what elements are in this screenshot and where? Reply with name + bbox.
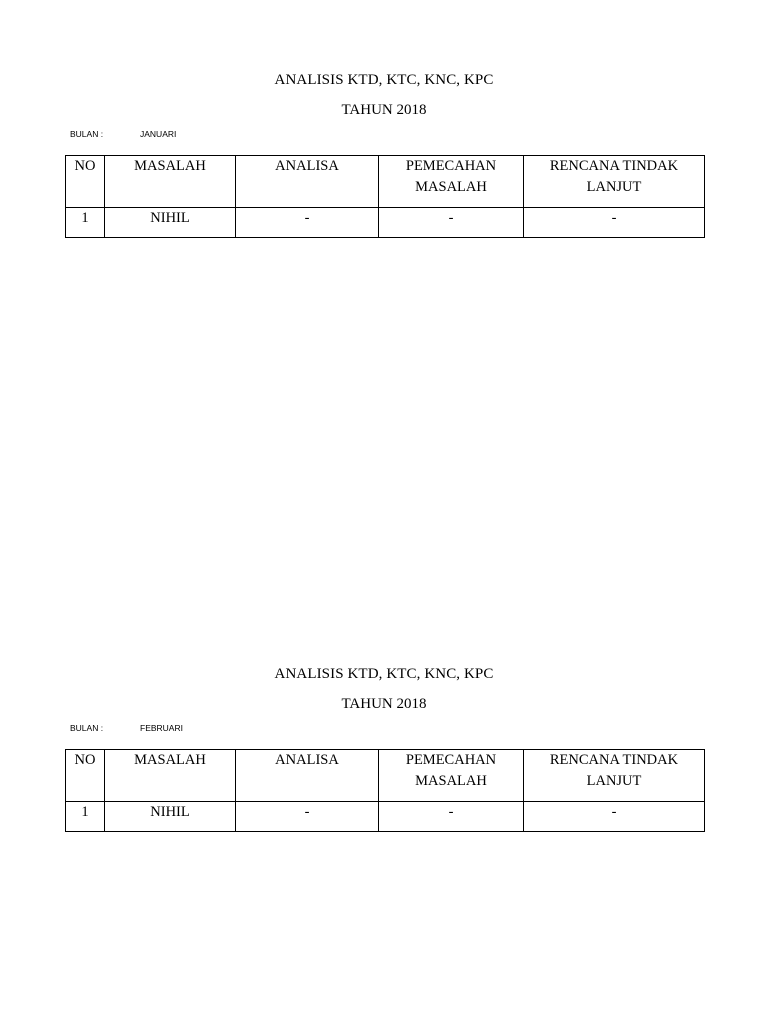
table-row: [66, 802, 705, 832]
report-year: TAHUN 2018: [341, 102, 427, 118]
header-analisa: ANALISA: [236, 156, 379, 208]
header-pemecahan-masalah: PEMECAHAN MASALAH: [379, 156, 524, 208]
header-analisa: ANALISA: [236, 750, 379, 802]
header-masalah: MASALAH: [105, 750, 236, 802]
table-header-row: [66, 750, 705, 802]
table-header-row: [66, 156, 705, 208]
cell-pemecahan-masalah: -: [379, 208, 524, 238]
cell-rencana-tindak-lanjut: -: [524, 208, 705, 238]
cell-rencana-tindak-lanjut: -: [524, 802, 705, 832]
report-year: TAHUN 2018: [341, 696, 427, 712]
cell-pemecahan-masalah: -: [379, 802, 524, 832]
report-title: ANALISIS KTD, KTC, KNC, KPC: [274, 72, 494, 88]
month-value: JANUARI: [140, 129, 177, 139]
cell-masalah: NIHIL: [105, 208, 236, 238]
header-pemecahan-masalah: PEMECAHAN MASALAH: [379, 750, 524, 802]
report-title: ANALISIS KTD, KTC, KNC, KPC: [274, 666, 494, 682]
header-no: NO: [66, 156, 105, 208]
report-table: [65, 155, 705, 238]
month-row: [0, 127, 768, 141]
header-no: NO: [66, 750, 105, 802]
header-masalah: MASALAH: [105, 156, 236, 208]
cell-no: 1: [66, 802, 105, 832]
header-rencana-tindak-lanjut: RENCANA TINDAK LANJUT: [524, 156, 705, 208]
month-label: BULAN :: [70, 723, 104, 733]
month-row: [0, 721, 768, 735]
month-value: FEBRUARI: [140, 723, 183, 733]
report-table: [65, 749, 705, 832]
month-label: BULAN :: [70, 129, 104, 139]
cell-analisa: -: [236, 802, 379, 832]
header-rencana-tindak-lanjut: RENCANA TINDAK LANJUT: [524, 750, 705, 802]
cell-no: 1: [66, 208, 105, 238]
report-section-januari: [0, 70, 768, 226]
cell-masalah: NIHIL: [105, 802, 236, 832]
table-row: [66, 208, 705, 238]
cell-analisa: -: [236, 208, 379, 238]
report-section-februari: [0, 664, 768, 820]
